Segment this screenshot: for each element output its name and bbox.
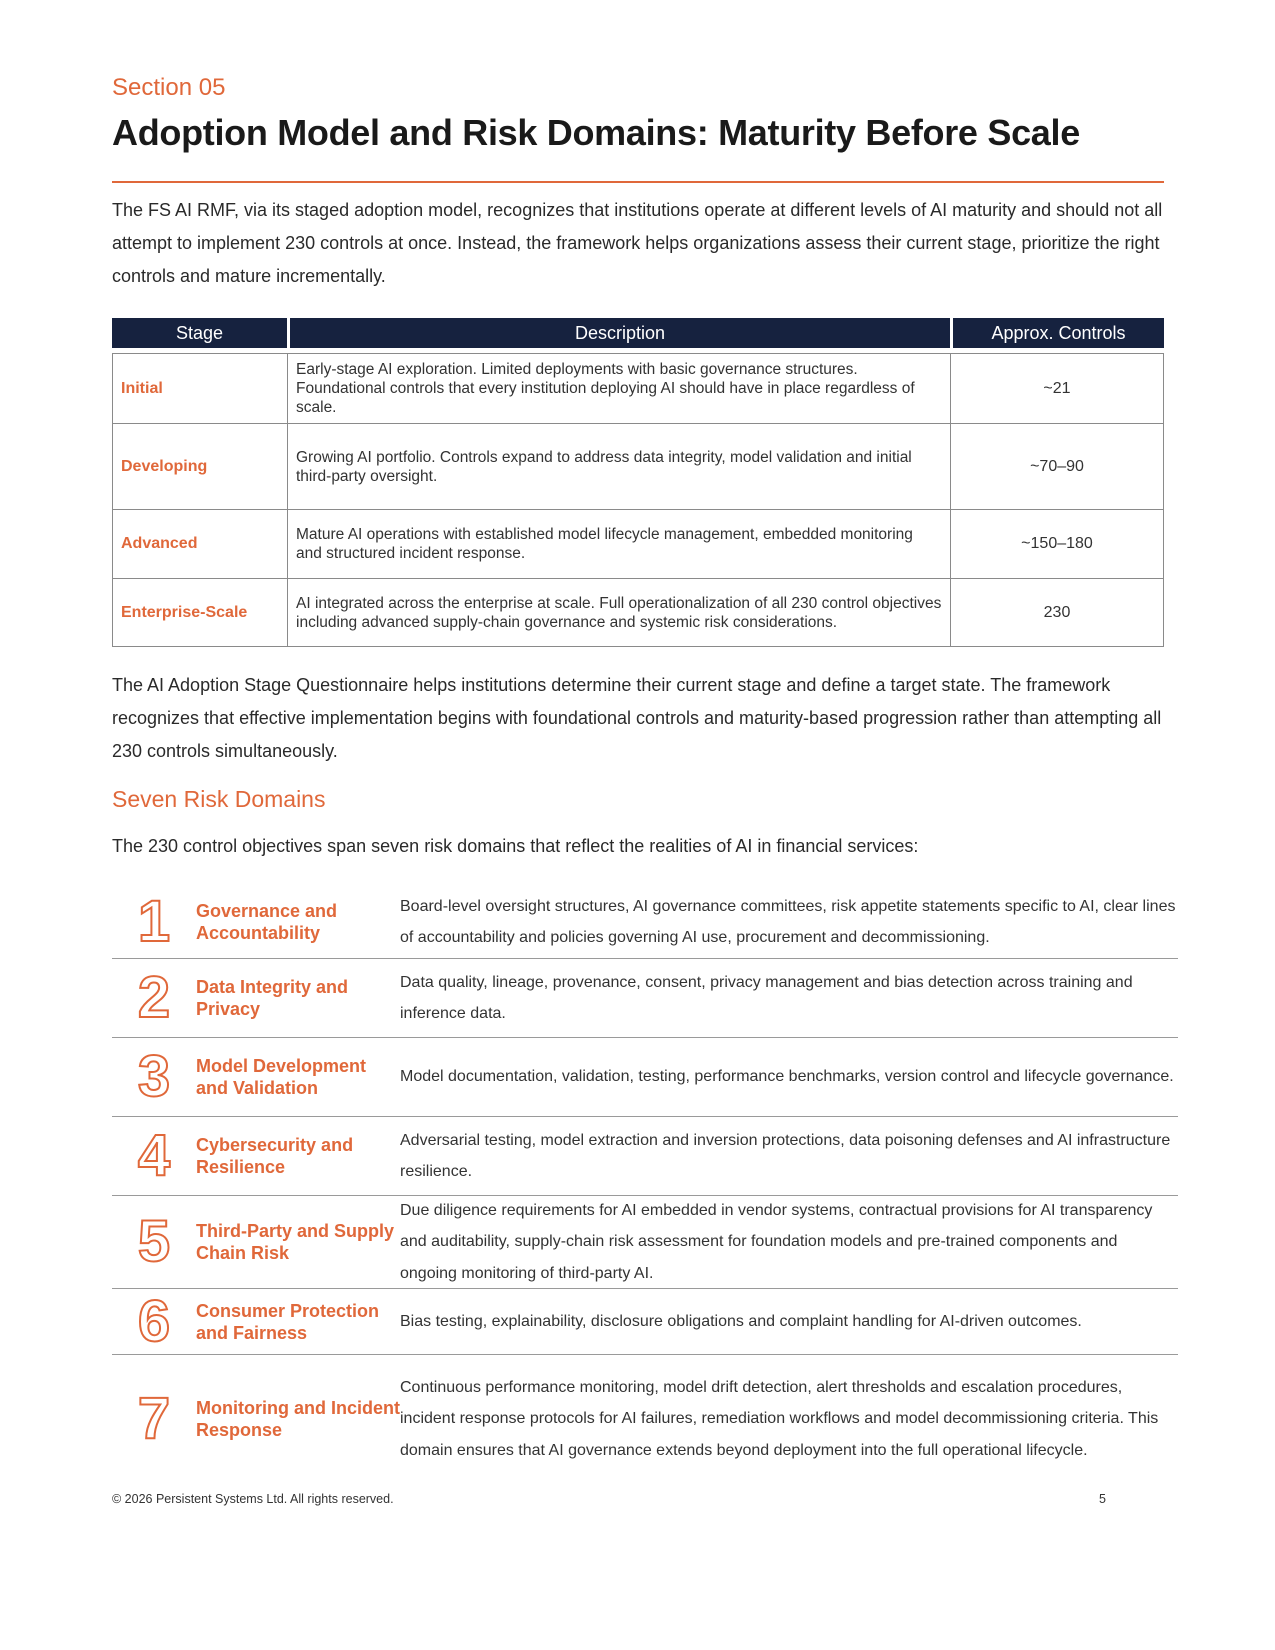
risk-domains-heading: Seven Risk Domains xyxy=(112,786,326,812)
table-row xyxy=(113,354,1163,423)
stage-description: Mature AI operations with established model lifecycle management, embedded monitoring and structured incident response. xyxy=(288,510,951,578)
stage-description: Growing AI portfolio. Controls expand to address data integrity, model validation and initial third-party oversight. xyxy=(288,424,951,509)
stage-controls: ~150–180 xyxy=(1021,535,1093,552)
domain-description: Board-level oversight structures, AI governance committees, risk appetite statements specific to AI, clear lines of accountability and policies governing AI use, procurement and decommissioning. xyxy=(400,897,1176,946)
stage-table-body xyxy=(112,353,1164,647)
domain-name: Data Integrity and Privacy xyxy=(196,977,349,1019)
domain-name: Governance and Accountability xyxy=(196,901,338,943)
risk-domains-intro: The 230 control objectives span seven risk domains that reflect the realities of AI in financial services: xyxy=(112,836,919,856)
stage-table-header xyxy=(112,318,1164,348)
page-title: Adoption Model and Risk Domains: Maturity Before Scale xyxy=(112,112,1080,153)
domain-description: Adversarial testing, model extraction and inversion protections, data poisoning defenses and AI infrastructure resilience. xyxy=(400,1131,1171,1180)
page-number: 5 xyxy=(1099,1492,1106,1506)
stage-name: Advanced xyxy=(113,510,288,578)
stage-table xyxy=(112,318,1164,647)
domain-number: 6 xyxy=(137,1288,171,1354)
domain-item xyxy=(112,959,1178,1038)
intro-paragraph: The FS AI RMF, via its staged adoption model, recognizes that institutions operate at different levels of AI maturity and should not all attempt to implement 230 controls at once. Instead, the framework helps organizations assess their current stage, prioritize the right controls and mature incrementally. xyxy=(112,200,1163,286)
section-label: Section 05 xyxy=(112,74,226,101)
risk-domains-list xyxy=(112,886,1178,1483)
domain-item xyxy=(112,886,1178,959)
domain-number: 2 xyxy=(137,965,171,1030)
domain-description: Model documentation, validation, testing, performance benchmarks, version control and lifecycle governance. xyxy=(400,1068,1174,1086)
stage-name: Enterprise-Scale xyxy=(113,579,288,646)
stage-controls: ~21 xyxy=(1043,379,1071,397)
domain-description: Bias testing, explainability, disclosure obligations and complaint handling for AI-driven outcomes. xyxy=(400,1312,1082,1330)
domain-number: 3 xyxy=(137,1044,171,1109)
table-row xyxy=(113,509,1163,578)
domain-item xyxy=(112,1289,1178,1355)
domain-item xyxy=(112,1038,1178,1117)
stage-controls: 230 xyxy=(1043,603,1071,621)
domain-number: 7 xyxy=(137,1386,171,1451)
adoption-questionnaire-paragraph: The AI Adoption Stage Questionnaire helps institutions determine their current stage and define a target state. The framework recognizes that effective implementation begins with foundational controls and maturity-based progression rather than attempting all 230 controls simultaneously. xyxy=(112,675,1162,761)
header-stage: Stage xyxy=(112,318,287,348)
stage-description: AI integrated across the enterprise at scale. Full operationalization of all 230 control objectives including advanced supply-chain governance and systemic risk considerations. xyxy=(288,579,951,646)
domain-number: 5 xyxy=(137,1209,171,1274)
domain-name: Third-Party and Supply Chain Risk xyxy=(196,1221,395,1263)
stage-name: Initial xyxy=(113,354,288,423)
domain-item xyxy=(112,1196,1178,1289)
footer-copyright: © 2026 Persistent Systems Ltd. All rights reserved. xyxy=(112,1492,394,1506)
domain-item xyxy=(112,1117,1178,1196)
domain-name: Monitoring and Incident Response xyxy=(196,1398,400,1440)
domain-item xyxy=(112,1355,1178,1483)
domain-description: Data quality, lineage, provenance, consent, privacy management and bias detection across training and inference data. xyxy=(400,973,1133,1022)
title-divider xyxy=(112,181,1164,183)
domain-name: Cybersecurity and Resilience xyxy=(196,1135,354,1177)
stage-controls: ~70–90 xyxy=(1030,457,1084,475)
stage-name: Developing xyxy=(113,424,288,509)
header-controls: Approx. Controls xyxy=(953,318,1164,348)
table-row xyxy=(113,423,1163,509)
domain-number: 1 xyxy=(137,889,171,954)
table-row xyxy=(113,578,1163,646)
domain-name: Consumer Protection and Fairness xyxy=(196,1300,380,1343)
domain-description: Due diligence requirements for AI embedded in vendor systems, contractual provisions for AI transparency and auditability, supply-chain risk assessment for foundation models and pre-trained components and ongoing monitoring of third-party AI. xyxy=(400,1201,1153,1282)
header-description: Description xyxy=(290,318,950,348)
domain-number: 4 xyxy=(137,1123,171,1188)
domain-name: Model Development and Validation xyxy=(196,1056,367,1098)
stage-description: Early-stage AI exploration. Limited deployments with basic governance structures. Foundational controls that every institution deploying AI should have in place regardless of scale. xyxy=(288,354,951,423)
domain-description: Continuous performance monitoring, model drift detection, alert thresholds and escalation procedures, incident response protocols for AI failures, remediation workflows and model decommissioning criteria. This domain ensures that AI governance extends beyond deployment into the full operational lifecycle. xyxy=(400,1378,1159,1459)
